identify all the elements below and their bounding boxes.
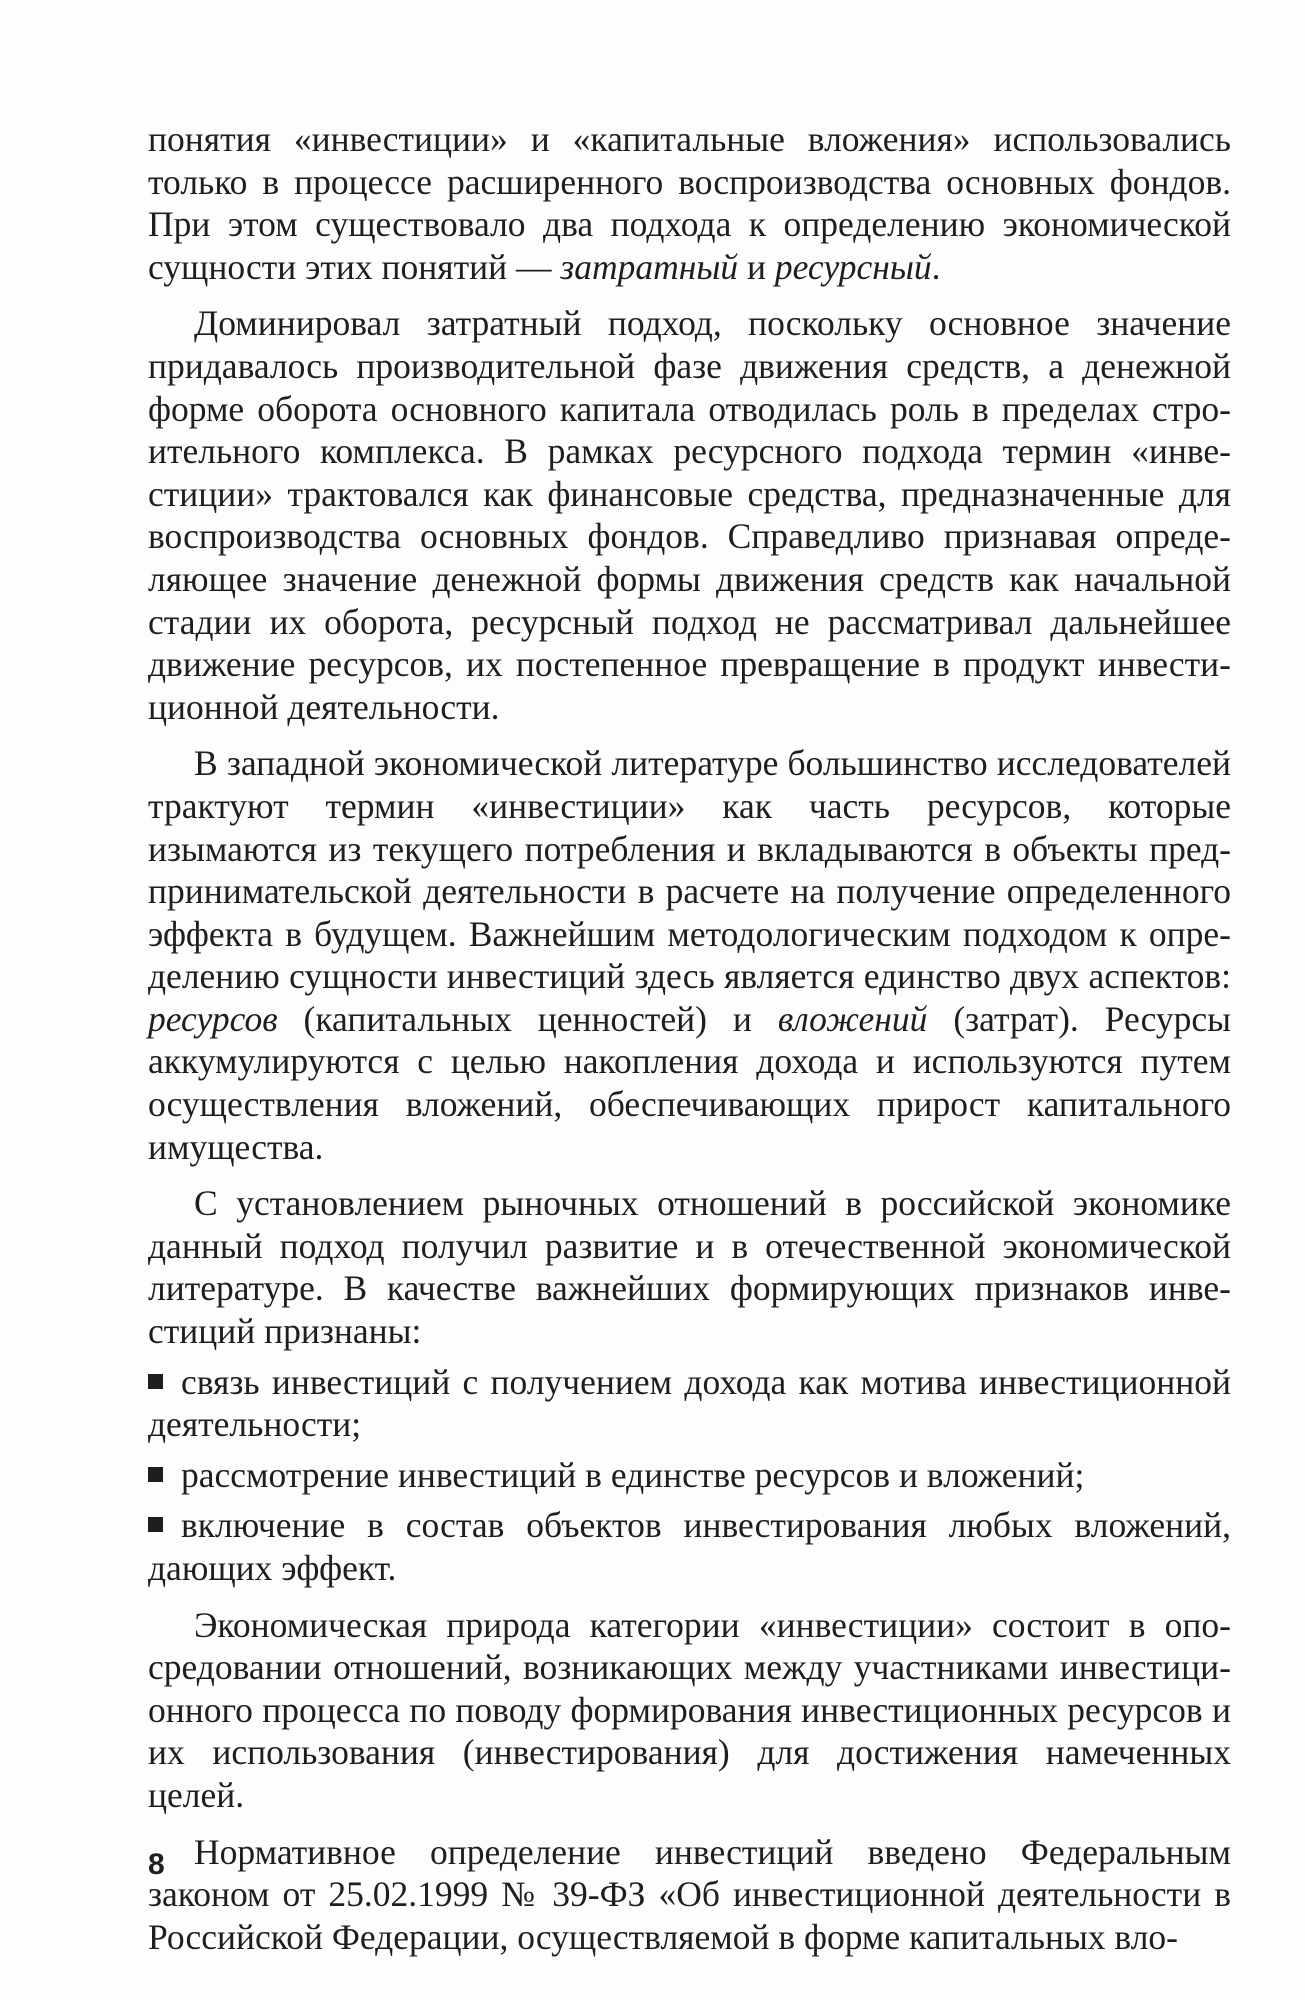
paragraph-5: Экономическая природа категории «инвестиции» состоит в опосредовании отношений, возникающих между участниками инвестиционного процесса по поводу формирования инвестиционных ресурсов и их использования (инвестирования) для достижения намеченных целей.: [148, 1604, 1231, 1815]
bullet-text: рассмотрение инвестиций в единстве ресурсов и вложений;: [181, 1454, 1085, 1495]
page-number: 8: [148, 1848, 165, 1881]
paragraph-1-end: .: [931, 246, 941, 287]
paragraph-1-text: понятия «инвестиции» и «капитальные вложения» использовались только в процессе расширенного воспроизводства основных фондов. При этом существовало два подхода к определению экономической сущности этих понятий —: [148, 119, 1231, 287]
paragraph-2: Доминировал затратный подход, поскольку основное значение придавалось производительной фазе движения средств, а денежной форме оборота основного капитала отводилась роль в пределах строительного комплекса. В рамках ресурсного подхода термин «инвестиции» трактовался как финансовые средства, предназначенные для воспроизводства основных фондов. Справедливо признавая определяющее значение денежной формы движения средств как начальной стадии их оборота, ресурсный подход не рассматривал дальнейшее движение ресурсов, их постепенное превращение в продукт инвестиционной деятельности.: [148, 303, 1231, 727]
paragraph-6: Нормативное определение инвестиций введено Федеральным законом от 25.02.1999 № 39-ФЗ «Об инвестиционной деятельности в Российской Федерации, осуществляемой в форме капитальных вло-: [148, 1831, 1231, 1957]
paragraph-3-end: (затрат). Ресурсы аккумулируются с целью накопления дохода и используются путем осуществления вложений, обеспечивающих прирост капитального имущества.: [148, 998, 1231, 1167]
bullet-text: включение в состав объектов инвестирования любых вложений, дающих эффект.: [148, 1505, 1231, 1588]
term-resource: ресурсный: [774, 246, 932, 287]
square-bullet-icon: [148, 1467, 163, 1482]
term-costly: затратный: [560, 246, 739, 287]
bullet-text: связь инвестиций с получением дохода как мотива инвестиционной деятельности;: [148, 1361, 1231, 1445]
paragraph-1-conj: и: [738, 246, 775, 287]
body-text: [148, 118, 1231, 1958]
paragraph-3: [148, 742, 1231, 1168]
bullet-item-2: [148, 1454, 1231, 1497]
bullet-item-1: [148, 1361, 1231, 1446]
term-resources: ресурсов: [148, 998, 278, 1039]
paragraph-3-text: В западной экономической литературе большинство исследователей трактуют термин «инвестиции» как часть ресурсов, которые изымаются из текущего потребления и вкладываются в объекты предпринимательской деятельности в расчете на получение определенного эффекта в будущем. Важнейшим методологическим подходом к определению сущности инвестиций здесь является единство двух аспектов:: [148, 743, 1231, 997]
term-investments: вложений: [777, 998, 928, 1039]
paragraph-4: С установлением рыночных отношений в российской экономике данный подход получил развитие и в отечественной экономической литературе. В качестве важнейших формирующих признаков инвестиций признаны:: [148, 1183, 1231, 1352]
square-bullet-icon: [148, 1517, 163, 1532]
bullet-item-3: [148, 1504, 1231, 1589]
square-bullet-icon: [148, 1374, 163, 1389]
paragraph-1: [148, 118, 1231, 288]
paragraph-3-mid: (капитальных ценностей) и: [277, 998, 778, 1039]
